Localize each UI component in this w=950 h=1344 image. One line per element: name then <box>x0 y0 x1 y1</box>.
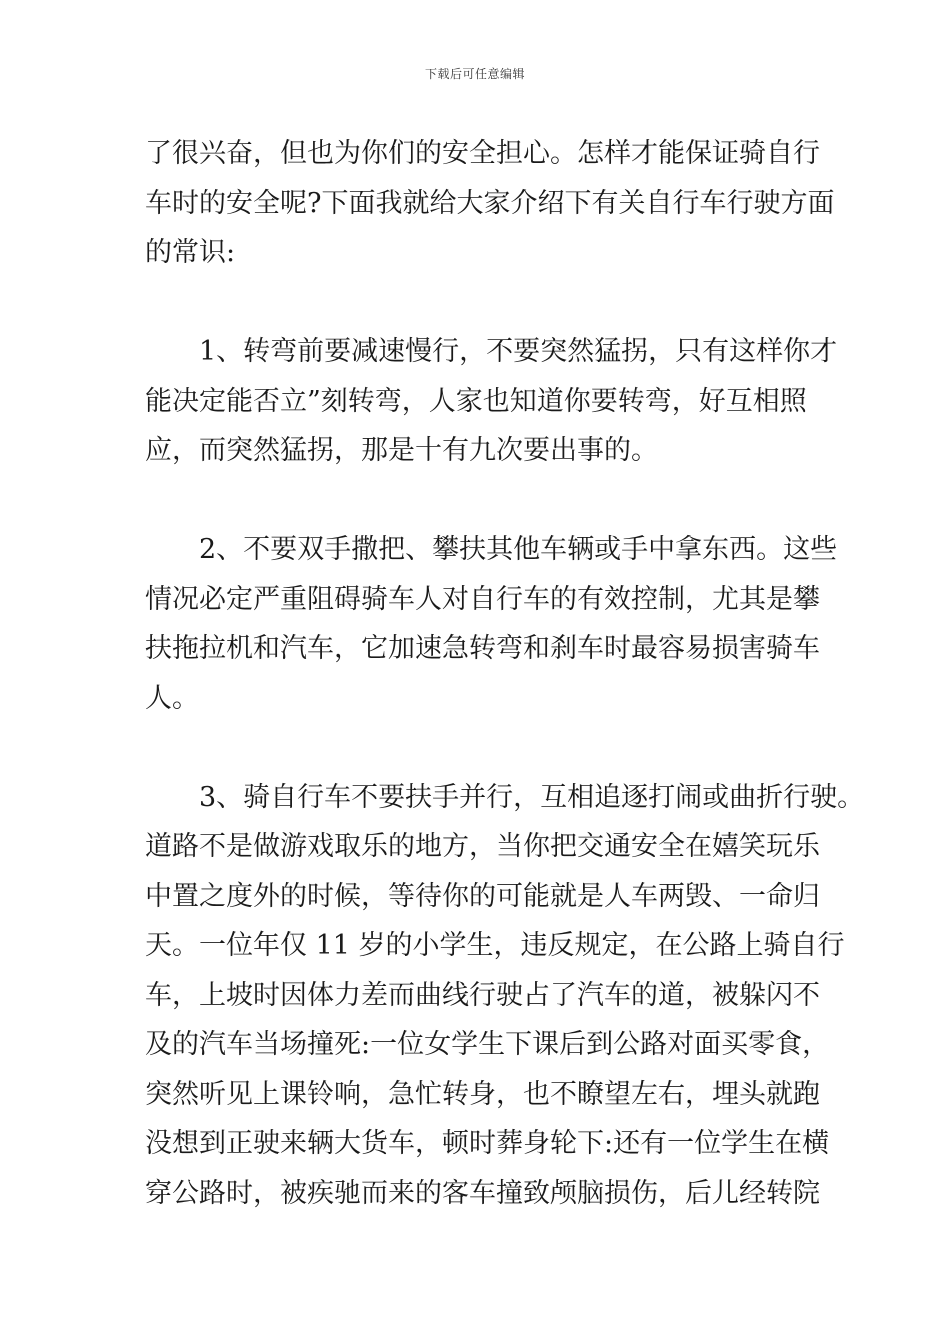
text-line: 道路不是做游戏取乐的地方，当你把交通安全在嬉笑玩乐 <box>145 831 820 862</box>
paragraph-gap <box>145 723 825 773</box>
page-header: 下载后可任意编辑 <box>424 67 525 81</box>
paragraph-intro <box>145 129 835 278</box>
paragraph-item-1 <box>145 327 838 476</box>
text-line: 及的汽车当场撞死:一位女学生下课后到公路对面买零食， <box>145 1029 830 1060</box>
text-line: 能决定能否立”刻转弯，人家也知道你要转弯，好互相照 <box>145 385 807 417</box>
paragraph-gap <box>145 476 825 526</box>
text-line: 突然听见上课铃响，急忙转身，也不瞭望左右，埋头就跑 <box>145 1078 820 1110</box>
text-line: 人。 <box>145 682 199 714</box>
text-line: 2、不要双手撒把、攀扶其他车辆或手中拿东西。这些 <box>145 534 838 565</box>
text-line: 了很兴奋，但也为你们的安全担心。怎样才能保证骑自行 <box>145 138 820 169</box>
text-line: 1、转弯前要减速慢行，不要突然猛拐，只有这样你才 <box>145 336 838 367</box>
text-line: 情况必定严重阻碍骑车人对自行车的有效控制，尤其是攀 <box>145 583 820 615</box>
text-line: 3、骑自行车不要扶手并行，互相追逐打闹或曲折行驶。 <box>145 781 865 813</box>
text-line: 车时的安全呢?下面我就给大家介绍下有关自行车行驶方面 <box>145 187 835 219</box>
text-line: 天。一位年仅 11 岁的小学生，违反规定，在公路上骑自行 <box>145 930 845 961</box>
text-line: 没想到正驶来辆大货车，顿时葬身轮下:还有一位学生在横 <box>145 1128 830 1159</box>
text-line: 车，上坡时因体力差而曲线行驶占了汽车的道，被躲闪不 <box>145 979 820 1011</box>
text-line: 穿公路时，被疾驰而来的客车撞致颅脑损伤，后儿经转院 <box>145 1177 820 1209</box>
document-body <box>145 129 865 1218</box>
text-line: 中置之度外的时候，等待你的可能就是人车两毁、一命归 <box>145 880 820 912</box>
text-line: 扶拖拉机和汽车，它加速急转弯和刹车时最容易损害骑车 <box>145 633 820 664</box>
paragraph-gap <box>145 278 825 328</box>
paragraph-item-3 <box>145 773 865 1219</box>
paragraph-item-2 <box>145 525 838 723</box>
text-line: 应，而突然猛拐，那是十有九次要出事的。 <box>145 435 658 466</box>
text-line: 的常识: <box>145 237 236 268</box>
